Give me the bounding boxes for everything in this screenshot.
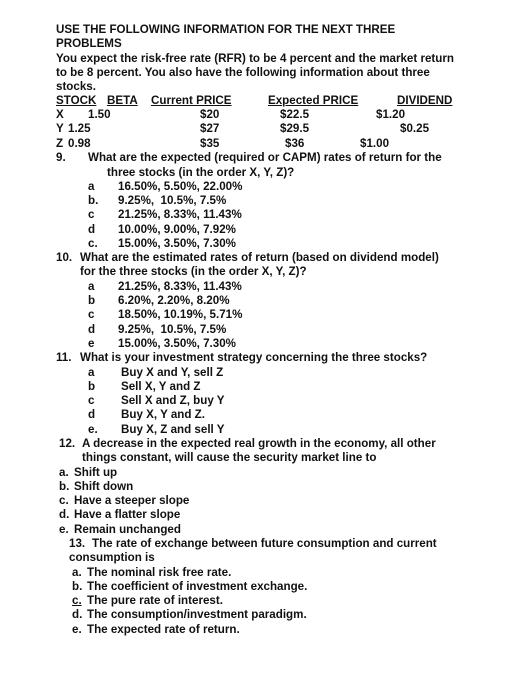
row-current-price: $20 [200,108,220,121]
question-number: 11. [56,351,72,364]
option-letter: c [88,308,95,321]
option-letter: b. [88,194,99,207]
option-letter: b [88,294,96,307]
option-text: 9.25%, 10.5%, 7.5% [118,194,227,207]
option-letter: e. [72,623,82,636]
option-text: The coefficient of investment exchange. [87,580,308,593]
intro-line-5: stocks. [56,80,96,93]
option-text: The consumption/investment paradigm. [87,608,307,621]
row-stock: Y [56,122,64,135]
question-text: What are the estimated rates of return (based on dividend model) [80,251,439,264]
option-letter: e. [88,423,98,436]
option-text: 16.50%, 5.50%, 22.00% [118,180,243,193]
option-text: Shift down [74,480,134,493]
option-text: 6.20%, 2.20%, 8.20% [118,294,230,307]
row-dividend: $0.25 [400,122,430,135]
option-text: 18.50%, 10.19%, 5.71% [118,308,243,321]
option-letter: e [88,337,95,350]
question-text: The rate of exchange between future consumption and current [92,537,437,550]
header-beta: BETA [107,94,138,107]
option-letter: a [88,280,95,293]
row-dividend: $1.00 [360,137,390,150]
question-number: 12. [59,437,76,450]
question-text: What is your investment strategy concerning the three stocks? [80,351,428,364]
row-current-price: $27 [200,122,220,135]
option-text: Sell X, Y and Z [121,380,201,393]
option-letter: d. [72,608,83,621]
option-letter: b. [72,580,83,593]
question-text: consumption is [69,551,155,564]
question-text: things constant, will cause the security market line to [82,451,377,464]
intro-line-2: PROBLEMS [56,37,122,50]
intro-line-1: USE THE FOLLOWING INFORMATION FOR THE NEXT THREE [56,23,396,36]
option-text: The nominal risk free rate. [87,566,232,579]
row-stock: X [56,108,64,121]
row-current-price: $35 [200,137,220,150]
question-text: for the three stocks (in the order X, Y, Z)? [80,265,307,278]
option-text: 21.25%, 8.33%, 11.43% [118,280,242,293]
row-dividend: $1.20 [376,108,406,121]
header-stock: STOCK [56,94,97,107]
row-expected-price: $36 [285,137,305,150]
option-letter: c. [59,494,69,507]
option-letter: e. [59,523,69,536]
option-text: Remain unchanged [74,523,181,536]
option-text: 15.00%, 3.50%, 7.30% [118,337,236,350]
option-letter: c. [72,594,82,607]
option-letter: c [88,394,95,407]
option-text: Buy X, Z and sell Y [121,423,225,436]
question-number: 13. [69,537,86,550]
intro-line-3: You expect the risk-free rate (RFR) to be 4 percent and the market return [56,52,454,65]
header-current-price: Current PRICE [151,94,232,107]
option-letter: c. [88,237,98,250]
option-letter: c [88,208,95,221]
option-text: 10.00%, 9.00%, 7.92% [118,223,236,236]
option-letter: b [88,380,96,393]
option-letter: a. [59,466,69,479]
option-text: 9.25%, 10.5%, 7.5% [118,323,227,336]
option-letter: d [88,223,96,236]
option-letter: d [88,408,96,421]
option-text: Buy X and Y, sell Z [121,366,224,379]
option-text: Have a steeper slope [74,494,190,507]
intro-line-4: to be 8 percent. You also have the following information about three [56,66,430,79]
question-text: What are the expected (required or CAPM) rates of return for the [88,151,442,164]
row-beta: 1.50 [88,108,111,121]
option-text: 15.00%, 3.50%, 7.30% [118,237,236,250]
option-letter: b. [59,480,70,493]
option-text: The expected rate of return. [87,623,240,636]
option-letter: a [88,180,95,193]
question-number: 10. [56,251,73,264]
question-number: 9. [56,151,66,164]
option-letter: d [88,323,96,336]
row-expected-price: $22.5 [280,108,310,121]
option-text: Sell X and Z, buy Y [121,394,225,407]
header-dividend: DIVIDEND [397,94,453,107]
option-text: Shift up [74,466,118,479]
question-text: A decrease in the expected real growth in the economy, all other [82,437,436,450]
option-text: 21.25%, 8.33%, 11.43% [118,208,242,221]
header-expected-price: Expected PRICE [268,94,359,107]
option-letter: a. [72,566,82,579]
option-text: The pure rate of interest. [87,594,223,607]
row-beta: 1.25 [68,122,91,135]
option-letter: a [88,366,95,379]
question-text: three stocks (in the order X, Y, Z)? [107,166,295,179]
row-stock: Z [56,137,64,150]
option-text: Buy X, Y and Z. [121,408,205,421]
row-expected-price: $29.5 [280,122,310,135]
option-text: Have a flatter slope [74,508,181,521]
option-letter: d. [59,508,70,521]
row-beta: 0.98 [68,137,91,150]
